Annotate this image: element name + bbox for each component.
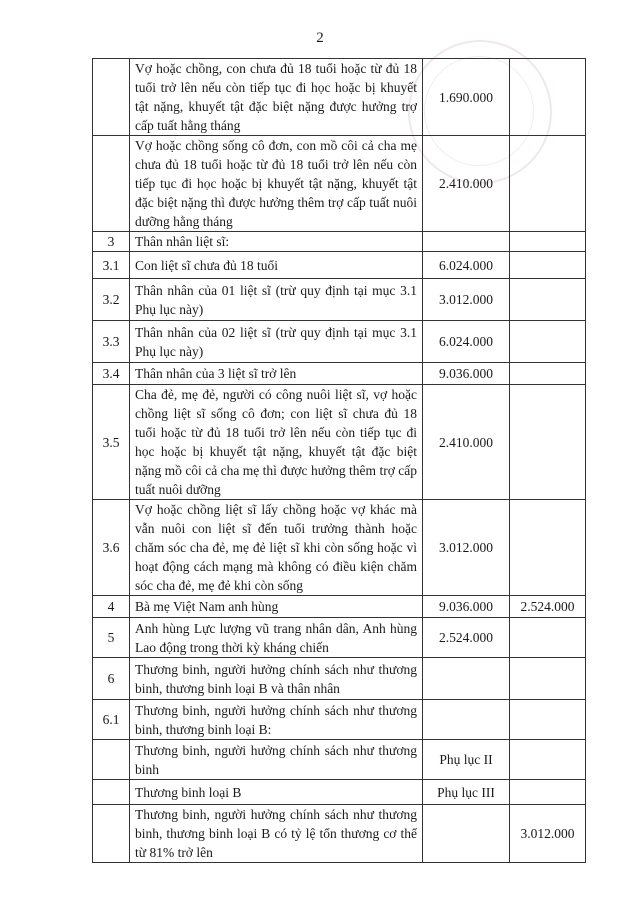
allowance-table — [92, 58, 586, 863]
row-amount — [423, 805, 510, 863]
row-number: 3.1 — [93, 252, 130, 279]
row-amount — [423, 700, 510, 740]
table-row — [93, 805, 586, 863]
row-description: Thương binh, người hưởng chính sách như thương binh, thương binh loại B: — [130, 700, 423, 740]
row-additional-amount: 3.012.000 — [510, 805, 586, 863]
row-description: Thân nhân liệt sĩ: — [130, 232, 423, 252]
row-number: 3 — [93, 232, 130, 252]
row-amount: Phụ lục II — [423, 740, 510, 780]
table-row — [93, 500, 586, 596]
row-additional-amount — [510, 658, 586, 700]
table-row — [93, 740, 586, 780]
row-additional-amount — [510, 136, 586, 232]
row-additional-amount — [510, 363, 586, 385]
row-amount: 1.690.000 — [423, 59, 510, 136]
row-additional-amount — [510, 780, 586, 805]
row-description: Vợ hoặc chồng liệt sĩ lấy chồng hoặc vợ khác mà vẫn nuôi con liệt sĩ đến tuổi trưởng thành hoặc chăm sóc cha đẻ, mẹ đẻ liệt sĩ khi còn sống hoặc vì hoạt động cách mạng mà không có điều kiện chăm sóc cha đẻ, mẹ đẻ khi còn sống — [130, 500, 423, 596]
table-row — [93, 363, 586, 385]
table-row — [93, 780, 586, 805]
row-description: Thân nhân của 01 liệt sĩ (trừ quy định tại mục 3.1 Phụ lục này) — [130, 279, 423, 321]
row-description: Thân nhân của 02 liệt sĩ (trừ quy định tại mục 3.1 Phụ lục này) — [130, 321, 423, 363]
table-row — [93, 700, 586, 740]
table-row — [93, 658, 586, 700]
row-amount — [423, 232, 510, 252]
row-number: 3.5 — [93, 385, 130, 500]
row-number — [93, 780, 130, 805]
row-amount: 6.024.000 — [423, 321, 510, 363]
table-row — [93, 279, 586, 321]
row-description: Thương binh, người hưởng chính sách như thương binh, thương binh loại B có tỷ lệ tổn thương cơ thể từ 81% trở lên — [130, 805, 423, 863]
row-amount: 6.024.000 — [423, 252, 510, 279]
row-additional-amount — [510, 59, 586, 136]
row-number: 3.4 — [93, 363, 130, 385]
row-number — [93, 740, 130, 780]
row-additional-amount — [510, 740, 586, 780]
row-amount: 2.410.000 — [423, 136, 510, 232]
row-amount — [423, 658, 510, 700]
row-description: Con liệt sĩ chưa đủ 18 tuổi — [130, 252, 423, 279]
row-additional-amount — [510, 500, 586, 596]
row-number — [93, 805, 130, 863]
table-row — [93, 252, 586, 279]
row-additional-amount — [510, 321, 586, 363]
row-description: Vợ hoặc chồng sống cô đơn, con mồ côi cả cha mẹ chưa đủ 18 tuổi hoặc từ đủ 18 tuổi trở lên nếu còn tiếp tục đi học hoặc bị khuyết tật nặng, khuyết tật đặc biệt nặng thì được hưởng thêm trợ cấp tuất nuôi dưỡng hằng tháng — [130, 136, 423, 232]
row-additional-amount — [510, 700, 586, 740]
row-amount: Phụ lục III — [423, 780, 510, 805]
table-row — [93, 136, 586, 232]
row-description: Thân nhân của 3 liệt sĩ trở lên — [130, 363, 423, 385]
table-row — [93, 596, 586, 618]
row-description: Thương binh, người hưởng chính sách như thương binh, thương binh loại B và thân nhân — [130, 658, 423, 700]
row-additional-amount — [510, 232, 586, 252]
row-number: 3.2 — [93, 279, 130, 321]
table-row — [93, 232, 586, 252]
table-row — [93, 385, 586, 500]
row-description: Thương binh, người hưởng chính sách như thương binh — [130, 740, 423, 780]
row-amount: 3.012.000 — [423, 500, 510, 596]
row-additional-amount — [510, 252, 586, 279]
row-description: Thương binh loại B — [130, 780, 423, 805]
row-number — [93, 59, 130, 136]
row-description: Vợ hoặc chồng, con chưa đủ 18 tuổi hoặc từ đủ 18 tuổi trở lên nếu còn tiếp tục đi học hoặc bị khuyết tật nặng, khuyết tật đặc biệt nặng được hưởng trợ cấp tuất hằng tháng — [130, 59, 423, 136]
row-amount: 9.036.000 — [423, 363, 510, 385]
row-number: 5 — [93, 618, 130, 658]
row-additional-amount — [510, 279, 586, 321]
row-amount: 2.524.000 — [423, 618, 510, 658]
row-amount: 9.036.000 — [423, 596, 510, 618]
row-number: 4 — [93, 596, 130, 618]
row-number: 6 — [93, 658, 130, 700]
row-description: Anh hùng Lực lượng vũ trang nhân dân, Anh hùng Lao động trong thời kỳ kháng chiến — [130, 618, 423, 658]
row-description: Bà mẹ Việt Nam anh hùng — [130, 596, 423, 618]
table-row — [93, 59, 586, 136]
row-amount: 3.012.000 — [423, 279, 510, 321]
row-additional-amount: 2.524.000 — [510, 596, 586, 618]
row-number — [93, 136, 130, 232]
page-number: 2 — [316, 30, 324, 46]
row-additional-amount — [510, 618, 586, 658]
table-row — [93, 321, 586, 363]
row-number: 6.1 — [93, 700, 130, 740]
row-number: 3.6 — [93, 500, 130, 596]
row-number: 3.3 — [93, 321, 130, 363]
row-amount: 2.410.000 — [423, 385, 510, 500]
table-row — [93, 618, 586, 658]
row-additional-amount — [510, 385, 586, 500]
row-description: Cha đẻ, mẹ đẻ, người có công nuôi liệt sĩ, vợ hoặc chồng liệt sĩ sống cô đơn; con liệt sĩ chưa đủ 18 tuổi hoặc từ đủ 18 tuổi trở lên nếu còn tiếp tục đi học hoặc bị khuyết tật nặng, khuyết tật đặc biệt nặng mồ côi cả cha mẹ thì được hưởng thêm trợ cấp tuất nuôi dưỡng — [130, 385, 423, 500]
